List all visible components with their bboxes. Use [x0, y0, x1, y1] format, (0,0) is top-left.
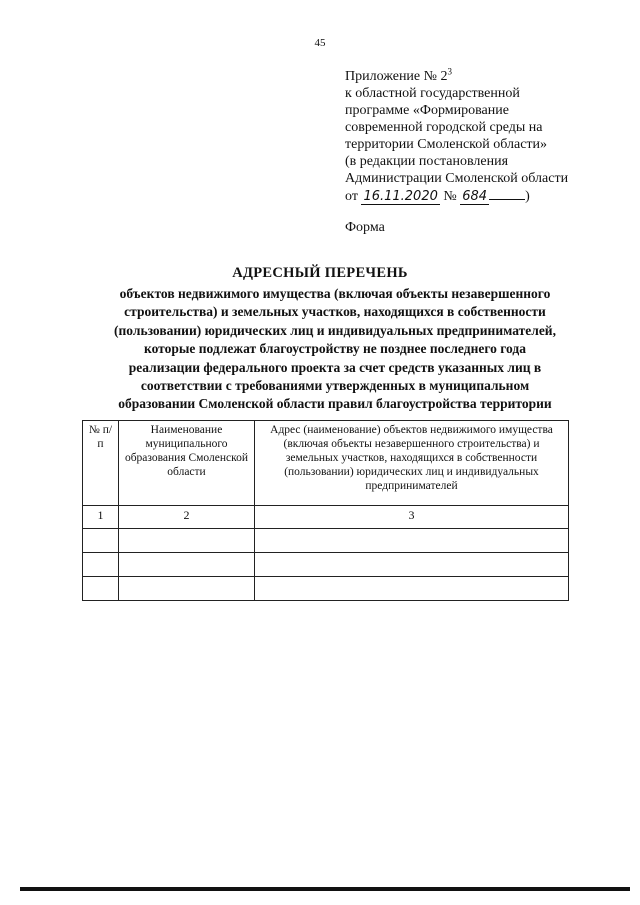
subtitle-line: объектов недвижимого имущества (включая объекты незавершенного [119, 286, 551, 301]
empty-cell [83, 577, 119, 601]
empty-cell [119, 553, 255, 577]
table-row [83, 553, 569, 577]
table-column-number-row [83, 506, 569, 529]
table-row [83, 529, 569, 553]
subtitle-line: (пользовании) юридических лиц и индивидуальных предпринимателей, [114, 322, 556, 338]
column-number-cell: 2 [119, 506, 255, 529]
table-row [83, 577, 569, 601]
subtitle-line: которые подлежат благоустройству не позднее последнего года [143, 341, 526, 357]
table-header-row [83, 421, 569, 506]
subtitle-line: строительства) и земельных участков, находящихся в собственности [124, 304, 546, 320]
page-number: 45 [314, 37, 326, 49]
form-label: Форма [345, 220, 385, 235]
appendix-block [345, 68, 635, 205]
appendix-line: современной городской среды на [345, 120, 543, 135]
appendix-line: к областной государственной [345, 86, 520, 101]
appendix-line: программе «Формирование [345, 103, 509, 118]
header-cell-address: Адрес (наименование) объектов недвижимого имущества (включая объекты незавершенного строительства) и земельных участков, находящихся в собственности (пользовании) юридических лиц и индивидуальных предпринимателей [255, 421, 569, 506]
empty-cell [255, 529, 569, 553]
appendix-line: территории Смоленской области» [345, 137, 548, 152]
subtitle-line: соответствии с требованиями утвержденных в муниципальном [140, 378, 530, 394]
handwritten-number: 684 [462, 189, 488, 204]
column-number-cell: 3 [255, 506, 569, 529]
handwritten-date: 16.11.2020 [363, 189, 438, 204]
appendix-date-line: от 16.11.2020 № 684 ) [345, 189, 530, 204]
appendix-line: (в редакции постановления [345, 154, 509, 169]
document-title: АДРЕСНЫЙ ПЕРЕЧЕНЬ [232, 265, 408, 281]
header-cell-number: № п/п [83, 421, 119, 506]
subtitle-line: реализации федерального проекта за счет средств указанных лиц в [128, 359, 542, 375]
empty-cell [119, 577, 255, 601]
document-subtitle [70, 285, 600, 414]
empty-cell [83, 553, 119, 577]
appendix-line: Администрации Смоленской области [345, 171, 569, 186]
empty-cell [255, 577, 569, 601]
empty-cell [255, 553, 569, 577]
appendix-superscript: 3 [447, 66, 452, 77]
scan-edge-bar [20, 887, 630, 891]
subtitle-line: образовании Смоленской области правил благоустройства территории [118, 396, 552, 412]
number-underline [489, 187, 525, 200]
empty-cell [83, 529, 119, 553]
header-cell-municipality: Наименование муниципального образования Смоленской области [119, 421, 255, 506]
register-table [82, 420, 569, 601]
appendix-title: Приложение № $2^3$ [345, 66, 452, 84]
empty-cell [119, 529, 255, 553]
column-number-cell: 1 [83, 506, 119, 529]
